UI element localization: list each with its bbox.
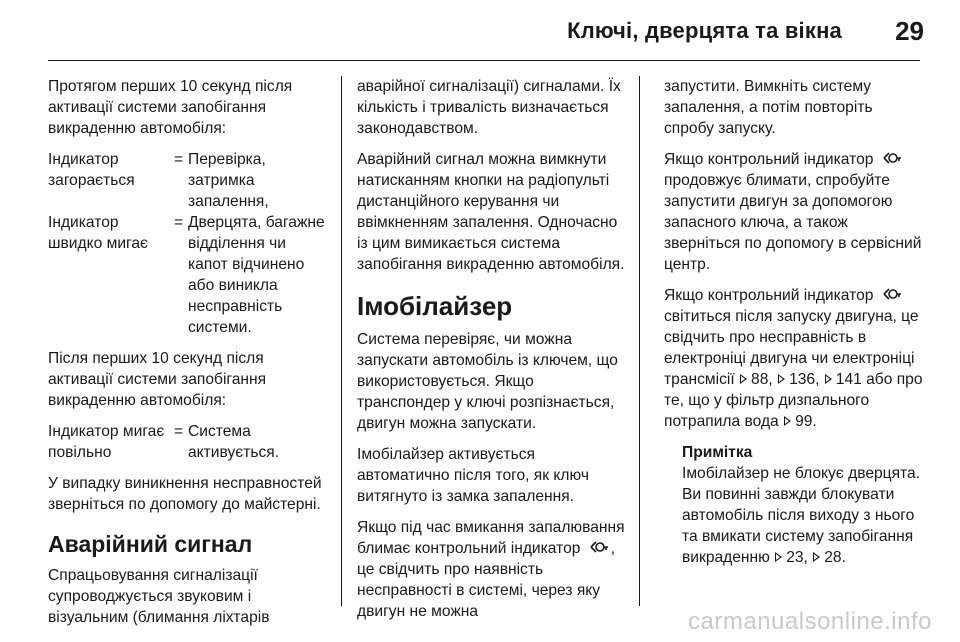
reference-arrow-icon bbox=[775, 552, 782, 562]
reference-arrow-icon bbox=[778, 374, 785, 384]
page-header bbox=[0, 0, 960, 62]
table-term: Індикатор швидко мигає bbox=[48, 214, 149, 252]
paragraph bbox=[664, 285, 926, 432]
table-desc: Дверцята, багажне відділення чи капот відчинено або виникла несправність системи. bbox=[188, 214, 325, 336]
immobilizer-indicator-icon bbox=[587, 539, 609, 555]
header-divider bbox=[48, 60, 920, 61]
paragraph: Спрацьовування сигналізації супроводжується звуковим і візуальним (блимання ліхтарів bbox=[48, 567, 270, 626]
section-heading-alarm: Аварійний сигнал bbox=[48, 531, 253, 557]
definition-table-1 bbox=[48, 149, 326, 338]
reference-arrow-icon bbox=[740, 374, 747, 384]
text: продовжує блимати, спробуйте запустити двигун за допомогою запасного ключа, а також зверніться по допомогу в сервісний центр. bbox=[664, 172, 922, 273]
text: Якщо під час вмикання запалювання блимає контрольний індикатор bbox=[357, 519, 625, 557]
column-2 bbox=[357, 76, 625, 632]
page-reference[interactable]: 88, bbox=[751, 371, 773, 388]
table-term: Індикатор мигає повільно bbox=[48, 423, 165, 461]
column-1 bbox=[48, 76, 326, 638]
reference-arrow-icon bbox=[784, 416, 791, 426]
paragraph bbox=[357, 517, 625, 622]
table-desc: Перевірка, затримка запалення, bbox=[188, 151, 269, 210]
column-3 bbox=[664, 76, 926, 568]
reference-arrow-icon bbox=[813, 552, 820, 562]
page-reference[interactable]: 28. bbox=[824, 549, 846, 566]
page-title: Ключі, дверцята та вікна bbox=[567, 18, 842, 43]
paragraph: запустити. Вимкніть систему запалення, а потім повторіть спробу запуску. bbox=[664, 78, 873, 137]
column-divider-1 bbox=[341, 76, 342, 606]
paragraph bbox=[664, 149, 926, 275]
immobilizer-indicator-icon bbox=[880, 150, 902, 166]
text: Якщо контрольний індикатор bbox=[664, 287, 874, 304]
text: Імобілайзер не блокує дверцята. Ви повинні завжди блокувати автомобіль після виходу з нього та вмикати систему запобігання викраденню bbox=[682, 465, 921, 566]
paragraph: Аварійний сигнал можна вимкнути натисканням кнопки на радіопульті дистанційного керування чи ввімкненням запалення. Одночасно із цим вимикається система запобігання викраденню автомобіля. bbox=[357, 151, 625, 273]
text: Якщо контрольний індикатор bbox=[664, 151, 874, 168]
table-desc: Система активується. bbox=[188, 423, 280, 461]
page-number: 29 bbox=[895, 16, 924, 46]
watermark: carmanualsonline.info bbox=[688, 608, 932, 635]
table-eq: = bbox=[174, 214, 184, 231]
column-divider-2 bbox=[639, 76, 640, 606]
paragraph: У випадку виникнення несправностей зверніться по допомогу до майстерні. bbox=[48, 475, 322, 513]
reference-arrow-icon bbox=[825, 374, 832, 384]
page-reference[interactable]: 136, bbox=[789, 371, 820, 388]
immobilizer-indicator-icon bbox=[880, 286, 902, 302]
text: , це свідчить про наявність несправності в системі, через яку двигун не можна bbox=[357, 540, 616, 620]
note-box bbox=[682, 442, 926, 568]
definition-table-2 bbox=[48, 421, 326, 463]
table-eq: = bbox=[174, 151, 184, 168]
paragraph: Протягом перших 10 секунд після активації системи запобігання викраденню автомобіля: bbox=[48, 78, 293, 137]
page-reference[interactable]: 141 або про те, що у фільтр дизпального потрапила вода bbox=[664, 371, 923, 430]
paragraph: Після перших 10 секунд після активації системи запобігання викраденню автомобіля: bbox=[48, 350, 267, 409]
page-reference[interactable]: 99. bbox=[795, 413, 817, 430]
paragraph: Система перевіряє, чи можна запускати автомобіль із ключем, що використовується. Якщо транспондер у ключі розпізнається, двигун можна запускати. bbox=[357, 331, 618, 432]
page-reference[interactable]: 23, bbox=[786, 549, 808, 566]
table-eq: = bbox=[174, 423, 184, 440]
section-heading-immobilizer: Імобілайзер bbox=[357, 291, 513, 321]
table-term: Індикатор загорається bbox=[48, 151, 135, 189]
text: світиться після запуску двигуна, це свідчить про несправність в електроніці двигуна чи електроніці трансмісії bbox=[664, 308, 919, 388]
note-text bbox=[682, 463, 926, 568]
paragraph: аварійної сигналізації) сигналами. Їх кількість і тривалість визначається законодавством. bbox=[357, 78, 621, 137]
paragraph: Імобілайзер активується автоматично після того, як ключ витягнуто із замка запалення. bbox=[357, 446, 589, 505]
note-title: Примітка bbox=[682, 444, 753, 461]
